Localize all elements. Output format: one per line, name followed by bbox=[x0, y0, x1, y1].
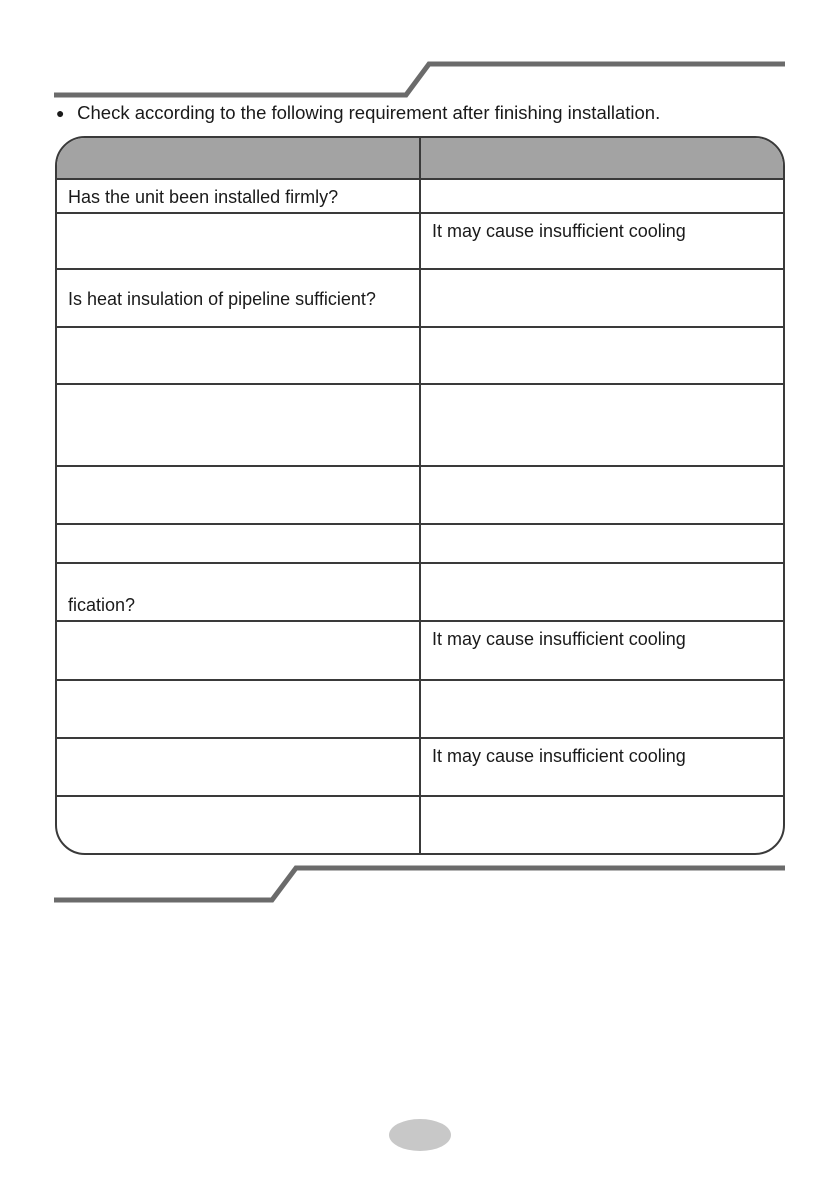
table-row bbox=[57, 180, 783, 214]
intro-instruction bbox=[56, 100, 660, 126]
section-footer-decoration bbox=[0, 858, 839, 908]
check-item: Has the unit been installed firmly? bbox=[68, 187, 339, 207]
table-row bbox=[57, 737, 783, 797]
table-row bbox=[57, 212, 783, 270]
table-row bbox=[57, 562, 783, 622]
table-row bbox=[57, 326, 783, 385]
possible-malfunction: It may cause insufficient cooling bbox=[432, 221, 686, 241]
checklist-table bbox=[55, 136, 785, 855]
page-number-badge bbox=[389, 1119, 451, 1151]
possible-malfunction: It may cause insufficient cooling bbox=[432, 746, 686, 766]
intro-text: Check according to the following requirement after finishing installation. bbox=[77, 102, 661, 123]
table-row bbox=[57, 465, 783, 525]
bullet-icon: ● bbox=[56, 105, 65, 121]
table-row bbox=[57, 679, 783, 739]
header-check-items bbox=[57, 138, 419, 178]
table-row bbox=[57, 268, 783, 328]
table-row bbox=[57, 383, 783, 467]
check-item: Is heat insulation of pipeline sufficient? bbox=[68, 289, 376, 309]
table-row bbox=[57, 523, 783, 564]
possible-malfunction: It may cause insufficient cooling bbox=[432, 629, 686, 649]
table-header bbox=[57, 138, 783, 180]
check-item: fication? bbox=[68, 595, 136, 615]
header-possible-malfunction bbox=[419, 138, 785, 178]
table-row bbox=[57, 795, 783, 855]
table-row bbox=[57, 620, 783, 681]
section-header-decoration bbox=[0, 50, 839, 106]
